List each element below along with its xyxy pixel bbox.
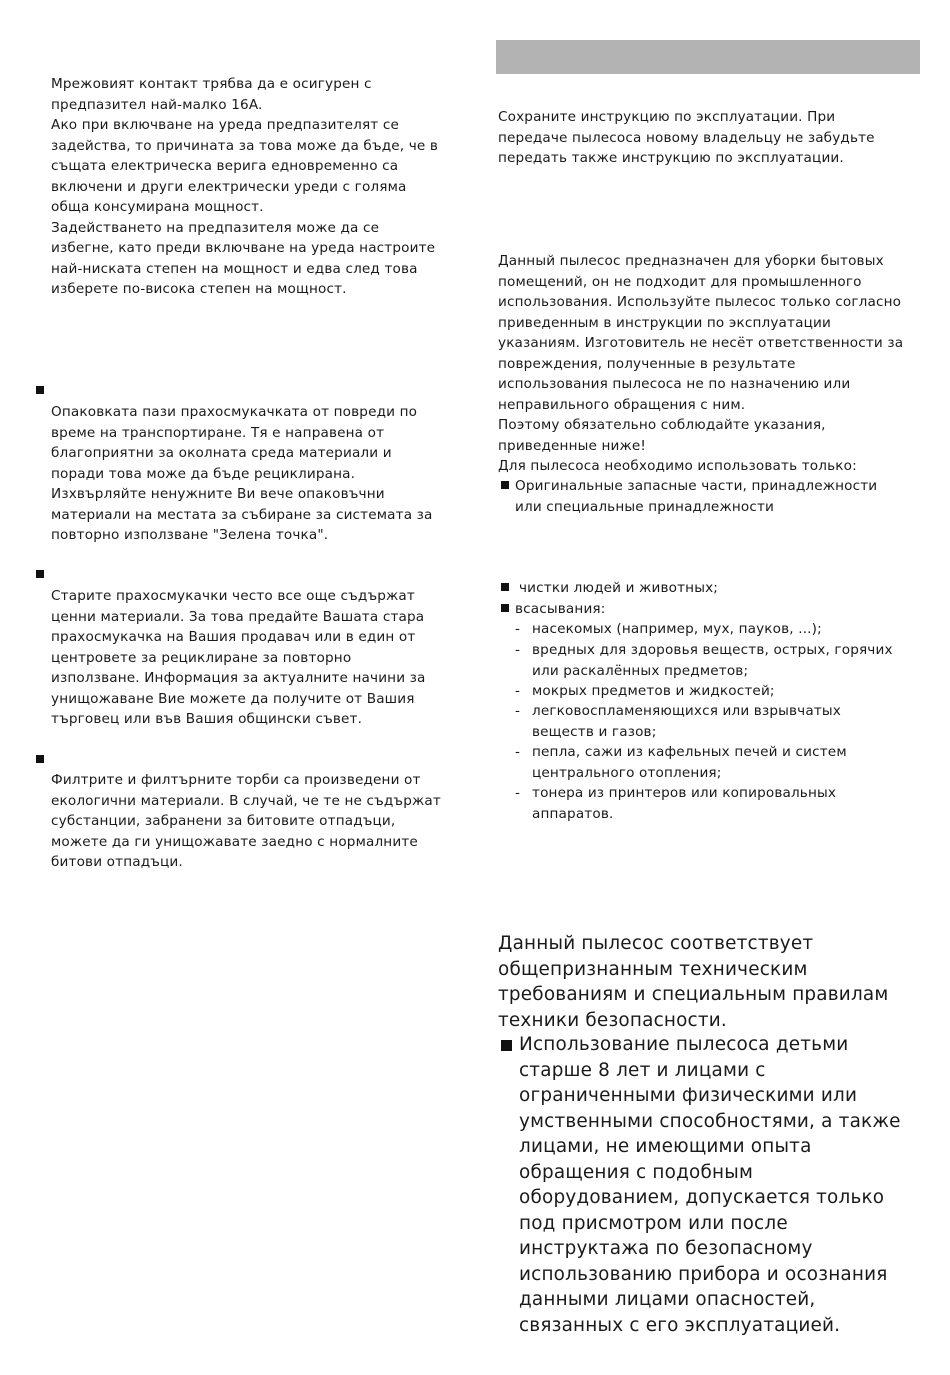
dash-marker: - (515, 683, 520, 699)
left-paragraph-old-appliance: Старите прахосмукачки често все още съдържат ценни материали. За това предайте Вашата стара прахосмукачка на Вашия продавач или в един от центровете за рециклиране за повторно използване. Информация за актуалните начини за унищожаване Вие можете да получите от Вашия търговец или във Вашия общински съвет. (51, 588, 426, 727)
sub-item-insects: насекомых (например, мух, пауков, ...); (532, 621, 822, 637)
sub-item-toner: тонера из принтеров или копировальных аппаратов. (532, 785, 837, 822)
dash-marker: - (515, 642, 520, 658)
right-paragraph-compliance: Данный пылесос соответствует общепризнанным техническим требованиям и специальным правилам техники безопасности. (498, 933, 889, 1031)
dash-marker: - (515, 785, 520, 801)
left-paragraph-filters: Филтрите и филтърните торби са произведени от екологични материали. В случай, че те не съдържат субстанции, забранени за битовите отпадъци, можете да ги унищожавате заедно с нормалните битови отпадъци. (51, 772, 441, 870)
sub-item-wet: мокрых предметов и жидкостей; (532, 683, 775, 699)
left-paragraph-packaging: Опаковката пази прахосмукачката от повреди по време на транспортиране. Тя е направена от благоприятни за околната среда материали и поради това може да бъде рециклирана. Изхвърляйте ненужните Ви вече опаковъчни материали на местата за събиране за системата за повторно използване "Зелена точка". (51, 404, 433, 543)
list-bullet-icon (501, 1040, 512, 1051)
list-item-suction: всасывания: (515, 601, 606, 617)
list-bullet-icon (501, 604, 509, 612)
right-paragraph-keep-manual: Сохраните инструкцию по эксплуатации. При передаче пылесоса новому владельцу не забудьте передать также инструкцию по эксплуатации. (498, 109, 875, 166)
list-bullet-icon (501, 583, 509, 591)
section-header-bar (496, 40, 920, 74)
section-bullet-icon (36, 755, 44, 763)
dash-marker: - (515, 621, 520, 637)
right-paragraph-intended-use: Данный пылесос предназначен для уборки бытовых помещений, он не подходит для промышленного использования. Используйте пылесос только согласно приведенным в инструкции по эксплуатации указаниям. Изготовитель не несёт ответственности за повреждения, полученные в результате использования пылесоса не по назначению или неправильного обращения с ним. Поэтому обязательно соблюдайте указания, приведенные ниже! Для пылесоса необходимо использовать только: (498, 253, 904, 474)
list-item-cleaning: чистки людей и животных; (519, 580, 719, 596)
left-paragraph-fuse: Мрежовият контакт трябва да е осигурен с предпазител най-малко 16A. Ако при включване на уреда предпазителят се задейства, то причината за това може да бъде, че в същата електрическа верига едновременно са включени и други електрически уреди с голяма обща консумирана мощност. Задействането на предпазителя може да се избегне, като преди включване на уреда настроите най-ниската степен на мощност и едва след това изберете по-висока степен на мощност. (51, 76, 439, 297)
section-bullet-icon (36, 570, 44, 578)
sub-item-harmful: вредных для здоровья веществ, острых, горячих или раскалённых предметов; (532, 642, 893, 679)
dash-marker: - (515, 703, 520, 719)
sub-item-ash: пепла, сажи из кафельных печей и систем центрального отопления; (532, 744, 847, 781)
list-item-original-parts: Оригинальные запасные части, принадлежности или специальные принадлежности (515, 478, 878, 515)
section-bullet-icon (36, 386, 44, 394)
list-item-children-use: Использование пылесоса детьми старше 8 лет и лицами с ограниченными физическими или умственными способностями, а также лицами, не имеющими опыта обращения с подобным оборудованием, допускается только под присмотром или после инструктажа по безопасному использованию прибора и осознания данными лицами опасностей, связанных с его эксплуатацией. (519, 1034, 901, 1336)
dash-marker: - (515, 744, 520, 760)
list-bullet-icon (501, 481, 509, 489)
sub-item-flammable: легковоспламеняющихся или взрывчатых веществ и газов; (532, 703, 841, 740)
